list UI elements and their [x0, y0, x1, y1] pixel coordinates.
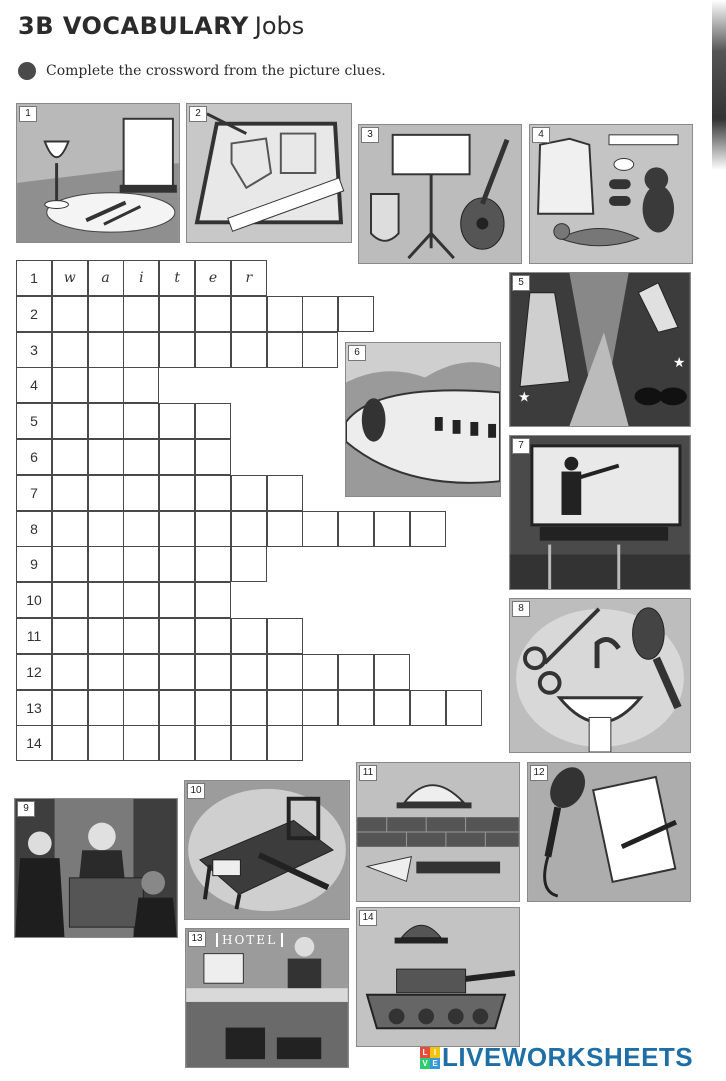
crossword-cell[interactable]	[338, 296, 374, 332]
musical-instruments-icon	[359, 125, 521, 263]
crossword-cell[interactable]	[159, 439, 195, 475]
picture-number: 13	[188, 931, 206, 947]
logo-letter: L	[420, 1047, 430, 1058]
crossword-cell[interactable]	[267, 690, 303, 726]
crossword-cell[interactable]	[231, 332, 267, 368]
picture-number: 5	[512, 275, 530, 291]
crossword-cell[interactable]	[123, 511, 159, 547]
instruction	[18, 62, 386, 80]
instruction-text: Complete the crossword from the picture clues.	[46, 63, 386, 79]
crossword-cell[interactable]	[52, 403, 88, 439]
crossword-cell[interactable]	[302, 332, 338, 368]
liveworksheets-logo-text: LIVEWORKSHEETS	[442, 1042, 694, 1072]
picture-clue-5	[509, 272, 691, 427]
crossword-cell[interactable]	[267, 725, 303, 761]
picture-clue-6	[345, 342, 501, 497]
picture-clue-2	[186, 103, 352, 243]
crossword-cell[interactable]	[195, 475, 231, 511]
liveworksheets-logo-icon	[420, 1047, 440, 1069]
crossword-cell[interactable]	[302, 690, 338, 726]
crossword-cell[interactable]	[123, 439, 159, 475]
crossword-cell[interactable]	[88, 367, 124, 403]
svg-text:★: ★	[518, 389, 531, 406]
picture-number: 10	[187, 783, 205, 799]
crossword-cell[interactable]	[267, 511, 303, 547]
liveworksheets-logo	[420, 1042, 693, 1073]
picture-number: 14	[359, 910, 377, 926]
crossword-cell[interactable]	[123, 725, 159, 761]
row-number: 8	[16, 511, 52, 547]
crossword-cell[interactable]	[52, 367, 88, 403]
picture-number: 12	[530, 765, 548, 781]
picture-number: 8	[512, 601, 530, 617]
picture-number: 7	[512, 438, 530, 454]
row-number: 4	[16, 367, 52, 403]
svg-text:★: ★	[673, 354, 686, 371]
crossword-cell[interactable]	[195, 618, 231, 654]
crossword-cell[interactable]	[123, 654, 159, 690]
page-edge-shadow	[712, 0, 726, 170]
crossword-cell[interactable]	[88, 690, 124, 726]
picture-clue-7	[509, 435, 691, 590]
crossword-cell[interactable]	[52, 296, 88, 332]
crossword-cell[interactable]	[374, 511, 410, 547]
picture-clue-4	[529, 124, 693, 264]
hospital-bed-icon	[185, 781, 349, 919]
crossword-cell[interactable]	[195, 296, 231, 332]
crossword-cell[interactable]	[52, 654, 88, 690]
crossword-cell[interactable]: t	[159, 260, 195, 296]
crossword-cell[interactable]	[267, 475, 303, 511]
crossword-cell[interactable]	[159, 403, 195, 439]
crossword-cell[interactable]	[267, 618, 303, 654]
picture-number: 3	[361, 127, 379, 143]
crossword-cell[interactable]	[195, 511, 231, 547]
crossword-cell[interactable]	[195, 403, 231, 439]
crossword-cell[interactable]	[231, 546, 267, 582]
picture-clue-8	[509, 598, 691, 753]
picture-clue-13	[185, 928, 349, 1068]
picture-clue-9	[14, 798, 178, 938]
crossword-cell[interactable]	[159, 618, 195, 654]
crossword-cell[interactable]	[267, 296, 303, 332]
crossword-cell[interactable]	[195, 546, 231, 582]
crossword-cell[interactable]	[123, 475, 159, 511]
crossword-cell[interactable]	[338, 654, 374, 690]
crossword-cell[interactable]	[374, 690, 410, 726]
hairdresser-icon	[510, 599, 690, 752]
crossword-cell[interactable]	[52, 439, 88, 475]
crossword-cell[interactable]	[410, 690, 446, 726]
fashion-catwalk-icon	[510, 273, 690, 426]
crossword-cell[interactable]	[374, 654, 410, 690]
picture-clue-10	[184, 780, 350, 920]
crossword-cell[interactable]	[302, 296, 338, 332]
crossword-cell[interactable]	[159, 582, 195, 618]
crossword-cell[interactable]	[159, 511, 195, 547]
crossword-cell[interactable]	[123, 296, 159, 332]
crossword-cell[interactable]	[88, 582, 124, 618]
crossword-cell[interactable]	[159, 725, 195, 761]
crossword-cell[interactable]	[159, 690, 195, 726]
row-number: 7	[16, 475, 52, 511]
row-number: 9	[16, 546, 52, 582]
picture-number: 6	[348, 345, 366, 361]
picture-number: 9	[17, 801, 35, 817]
crossword-cell[interactable]	[52, 475, 88, 511]
page-header	[18, 12, 304, 40]
row-number: 14	[16, 725, 52, 761]
army-tank-icon	[357, 908, 519, 1046]
row-number: 13	[16, 690, 52, 726]
picture-number: 11	[359, 765, 377, 781]
crossword-cell[interactable]	[231, 725, 267, 761]
crossword-cell[interactable]	[88, 296, 124, 332]
crossword-cell[interactable]	[88, 511, 124, 547]
crossword-cell[interactable]	[88, 475, 124, 511]
crossword-cell[interactable]	[88, 332, 124, 368]
microphone-notepad-icon	[528, 763, 690, 901]
row-number: 3	[16, 332, 52, 368]
crossword-cell[interactable]	[302, 511, 338, 547]
crossword-cell[interactable]	[231, 296, 267, 332]
picture-clue-11	[356, 762, 520, 902]
crossword-cell[interactable]	[52, 582, 88, 618]
logo-letter: I	[430, 1047, 440, 1058]
picture-clue-3	[358, 124, 522, 264]
crossword-cell[interactable]	[52, 618, 88, 654]
row-number: 5	[16, 403, 52, 439]
crossword-cell[interactable]	[159, 332, 195, 368]
picture-number: 2	[189, 106, 207, 122]
crossword-cell[interactable]	[195, 690, 231, 726]
row-number: 12	[16, 654, 52, 690]
crossword-cell[interactable]: e	[195, 260, 231, 296]
crossword-cell[interactable]	[338, 511, 374, 547]
picture-clue-1	[16, 103, 180, 243]
crossword-cell[interactable]	[88, 546, 124, 582]
crossword-cell[interactable]	[267, 332, 303, 368]
crossword-cell[interactable]	[123, 367, 159, 403]
crossword-cell[interactable]	[88, 403, 124, 439]
crossword-cell[interactable]	[159, 296, 195, 332]
crossword-cell[interactable]	[123, 332, 159, 368]
row-number: 2	[16, 296, 52, 332]
crossword-cell[interactable]	[195, 582, 231, 618]
bullet-icon	[18, 62, 36, 80]
crossword-cell[interactable]	[302, 654, 338, 690]
crossword-cell[interactable]	[195, 725, 231, 761]
logo-letter: V	[420, 1058, 430, 1069]
row-number: 11	[16, 618, 52, 654]
row-number: 10	[16, 582, 52, 618]
crossword-cell[interactable]: a	[88, 260, 124, 296]
crossword-cell[interactable]	[231, 511, 267, 547]
crossword-cell[interactable]	[88, 654, 124, 690]
crossword-cell[interactable]	[88, 618, 124, 654]
crossword-cell[interactable]	[195, 654, 231, 690]
row-number: 6	[16, 439, 52, 475]
building-site-icon	[357, 763, 519, 901]
crossword-cell[interactable]	[159, 654, 195, 690]
crossword-cell[interactable]	[123, 618, 159, 654]
section-code: 3B VOCABULARY	[18, 12, 249, 40]
crossword-cell[interactable]	[446, 690, 482, 726]
veterinary-icon	[530, 125, 692, 263]
row-number: 1	[16, 260, 52, 296]
crossword-cell[interactable]	[267, 654, 303, 690]
crossword-cell[interactable]	[231, 654, 267, 690]
crossword-cell[interactable]	[123, 690, 159, 726]
crossword-cell[interactable]	[231, 475, 267, 511]
crossword-cell[interactable]	[159, 475, 195, 511]
picture-clue-12	[527, 762, 691, 902]
airplane-icon	[346, 343, 500, 496]
crossword-cell[interactable]	[123, 582, 159, 618]
crossword-cell[interactable]	[52, 511, 88, 547]
crossword-cell[interactable]	[52, 690, 88, 726]
picture-number: 1	[19, 106, 37, 122]
crossword-cell[interactable]	[123, 403, 159, 439]
crossword-cell[interactable]	[231, 618, 267, 654]
crossword-cell[interactable]	[195, 439, 231, 475]
crossword-cell[interactable]: w	[52, 260, 88, 296]
restaurant-table-icon	[17, 104, 179, 242]
section-topic: Jobs	[254, 12, 305, 40]
crossword-cell[interactable]	[338, 690, 374, 726]
crossword-cell[interactable]	[52, 332, 88, 368]
logo-letter: E	[430, 1058, 440, 1069]
crossword-cell[interactable]	[88, 439, 124, 475]
crossword-cell[interactable]	[231, 690, 267, 726]
crossword-cell[interactable]	[410, 511, 446, 547]
crossword-cell[interactable]	[123, 546, 159, 582]
crossword-cell[interactable]	[88, 725, 124, 761]
crossword-cell[interactable]	[52, 725, 88, 761]
crossword-cell[interactable]: i	[123, 260, 159, 296]
hotel-reception-icon	[186, 929, 348, 1067]
crossword-cell[interactable]	[159, 546, 195, 582]
crossword-cell[interactable]	[52, 546, 88, 582]
courtroom-icon	[15, 799, 177, 937]
crossword-cell[interactable]: r	[231, 260, 267, 296]
classroom-icon	[510, 436, 690, 589]
picture-number: 4	[532, 127, 550, 143]
drawing-board-icon	[187, 104, 351, 242]
picture-clue-14	[356, 907, 520, 1047]
hotel-sign: HOTEL	[216, 933, 283, 947]
crossword-cell[interactable]	[195, 332, 231, 368]
